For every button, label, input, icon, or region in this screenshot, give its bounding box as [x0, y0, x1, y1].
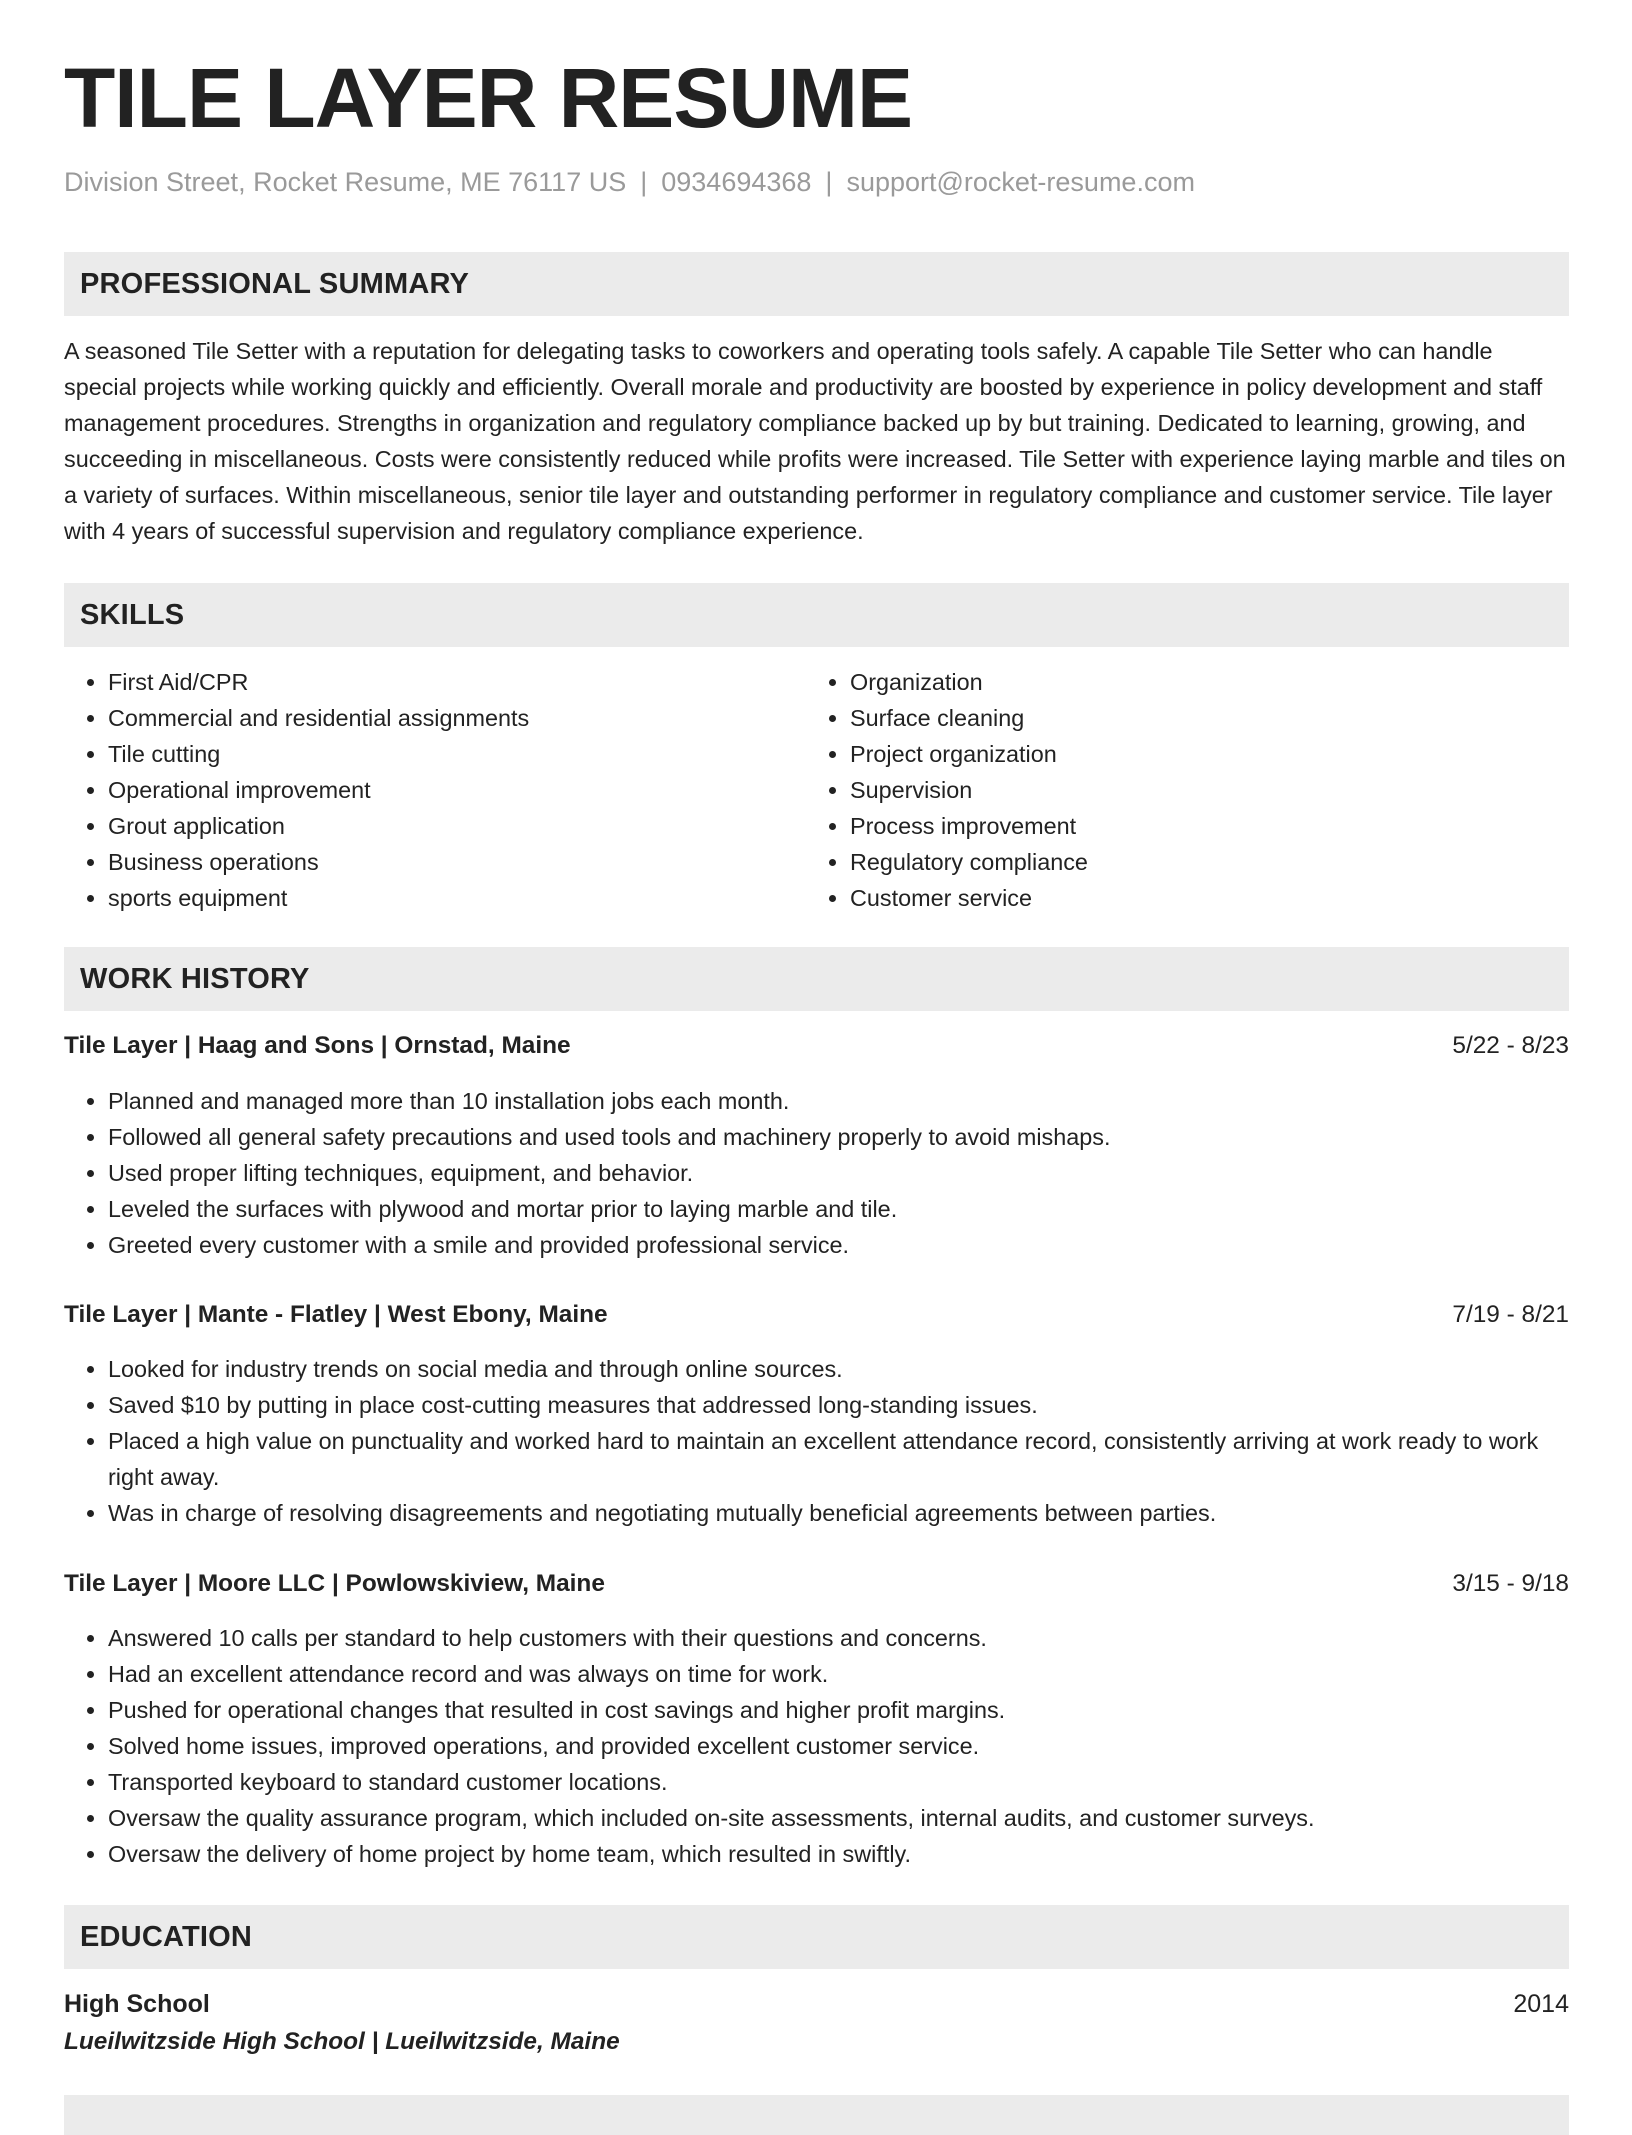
skills-list — [64, 664, 1569, 916]
job-title: Tile Layer | Mante - Flatley | West Ebony, Maine — [64, 1301, 608, 1328]
job-dates: 3/15 - 9/18 — [1452, 1570, 1569, 1597]
job-bullet: • Saved $10 by putting in place cost-cutting measures that addressed long-standing issues. — [108, 1387, 1569, 1423]
job-bullet: • Greeted every customer with a smile and provided professional service. — [108, 1227, 1569, 1263]
skill-item: • Surface cleaning — [850, 700, 1548, 736]
job-bullet: • Was in charge of resolving disagreements and negotiating mutually beneficial agreements between parties. — [108, 1495, 1569, 1531]
skill-item: • Process improvement — [850, 808, 1548, 844]
job-bullet: • Solved home issues, improved operations, and provided excellent customer service. — [108, 1728, 1569, 1764]
skill-item: • Tile cutting — [108, 736, 806, 772]
job-bullets — [64, 1351, 1569, 1531]
skills-column-left — [64, 664, 806, 916]
job-title: Tile Layer | Haag and Sons | Ornstad, Maine — [64, 1032, 571, 1059]
contact-email: support@rocket-resume.com — [846, 167, 1195, 197]
job-bullet: • Looked for industry trends on social media and through online sources. — [108, 1351, 1569, 1387]
contact-separator: | — [825, 167, 833, 197]
job-bullet: • Leveled the surfaces with plywood and mortar prior to laying marble and tile. — [108, 1191, 1569, 1227]
job-header — [64, 1566, 1569, 1602]
job-dates: 5/22 - 8/23 — [1452, 1032, 1569, 1059]
contact-separator: | — [640, 167, 648, 197]
job-header — [64, 1297, 1569, 1333]
resume-title: TILE LAYER RESUME — [64, 51, 913, 145]
job-bullet: • Oversaw the quality assurance program, which included on-site assessments, internal audits, and customer surveys. — [108, 1800, 1569, 1836]
job-bullet: • Pushed for operational changes that resulted in cost savings and higher profit margins. — [108, 1692, 1569, 1728]
skill-item: • First Aid/CPR — [108, 664, 806, 700]
job-bullet: • Used proper lifting techniques, equipment, and behavior. — [108, 1155, 1569, 1191]
skills-column-right — [806, 664, 1548, 916]
job-dates: 7/19 - 8/21 — [1452, 1301, 1569, 1328]
skill-item: • sports equipment — [108, 880, 806, 916]
skill-item: • Project organization — [850, 736, 1548, 772]
next-section-band — [64, 2095, 1569, 2135]
job-bullet: • Had an excellent attendance record and was always on time for work. — [108, 1656, 1569, 1692]
job-bullet: • Transported keyboard to standard customer locations. — [108, 1764, 1569, 1800]
skill-item: • Business operations — [108, 844, 806, 880]
skill-item: • Organization — [850, 664, 1548, 700]
job-bullet: • Placed a high value on punctuality and worked hard to maintain an excellent attendance record, consistently arriving at work ready to work right away. — [108, 1423, 1569, 1495]
summary-text: A seasoned Tile Setter with a reputation for delegating tasks to coworkers and operating tools safely. A capable Tile Setter who can handle special projects while working quickly and efficiently. Overall morale and productivity are boosted by experience in policy development and staff management procedures. Strengths in organization and regulatory compliance backed up by but training. Dedicated to learning, growing, and succeeding in miscellaneous. Costs were consistently reduced while profits were increased. Tile Setter with experience laying marble and tiles on a variety of surfaces. Within miscellaneous, senior tile layer and outstanding performer in regulatory compliance and customer service. Tile layer with 4 years of successful supervision and regulatory compliance experience. — [64, 338, 1566, 544]
education-degree: High School — [64, 1990, 210, 2018]
job-title: Tile Layer | Moore LLC | Powlowskiview, Maine — [64, 1570, 605, 1597]
skill-item: • Operational improvement — [108, 772, 806, 808]
contact-address: Division Street, Rocket Resume, ME 76117 US — [64, 167, 627, 197]
skill-item: • Customer service — [850, 880, 1548, 916]
job-header — [64, 1028, 1569, 1064]
skill-item: • Commercial and residential assignments — [108, 700, 806, 736]
education-year: 2014 — [1513, 1990, 1569, 2018]
job-bullet: • Oversaw the delivery of home project by home team, which resulted in swiftly. — [108, 1836, 1569, 1872]
job-bullets — [64, 1620, 1569, 1872]
section-heading-education: EDUCATION — [64, 1905, 1569, 1969]
job-bullet: • Followed all general safety precautions and used tools and machinery properly to avoid mishaps. — [108, 1119, 1569, 1155]
skill-item: • Supervision — [850, 772, 1548, 808]
contact-line — [64, 166, 1195, 198]
job-bullet: • Planned and managed more than 10 installation jobs each month. — [108, 1083, 1569, 1119]
skill-item: • Regulatory compliance — [850, 844, 1548, 880]
education-school: Lueilwitzside High School | Lueilwitzside, Maine — [64, 2028, 620, 2055]
job-bullets — [64, 1083, 1569, 1263]
contact-phone: 0934694368 — [661, 167, 812, 197]
education-header — [64, 1986, 1569, 2022]
section-heading-skills: SKILLS — [64, 583, 1569, 647]
job-bullet: • Answered 10 calls per standard to help customers with their questions and concerns. — [108, 1620, 1569, 1656]
section-heading-summary: PROFESSIONAL SUMMARY — [64, 252, 1569, 316]
section-heading-work-history: WORK HISTORY — [64, 947, 1569, 1011]
skill-item: • Grout application — [108, 808, 806, 844]
